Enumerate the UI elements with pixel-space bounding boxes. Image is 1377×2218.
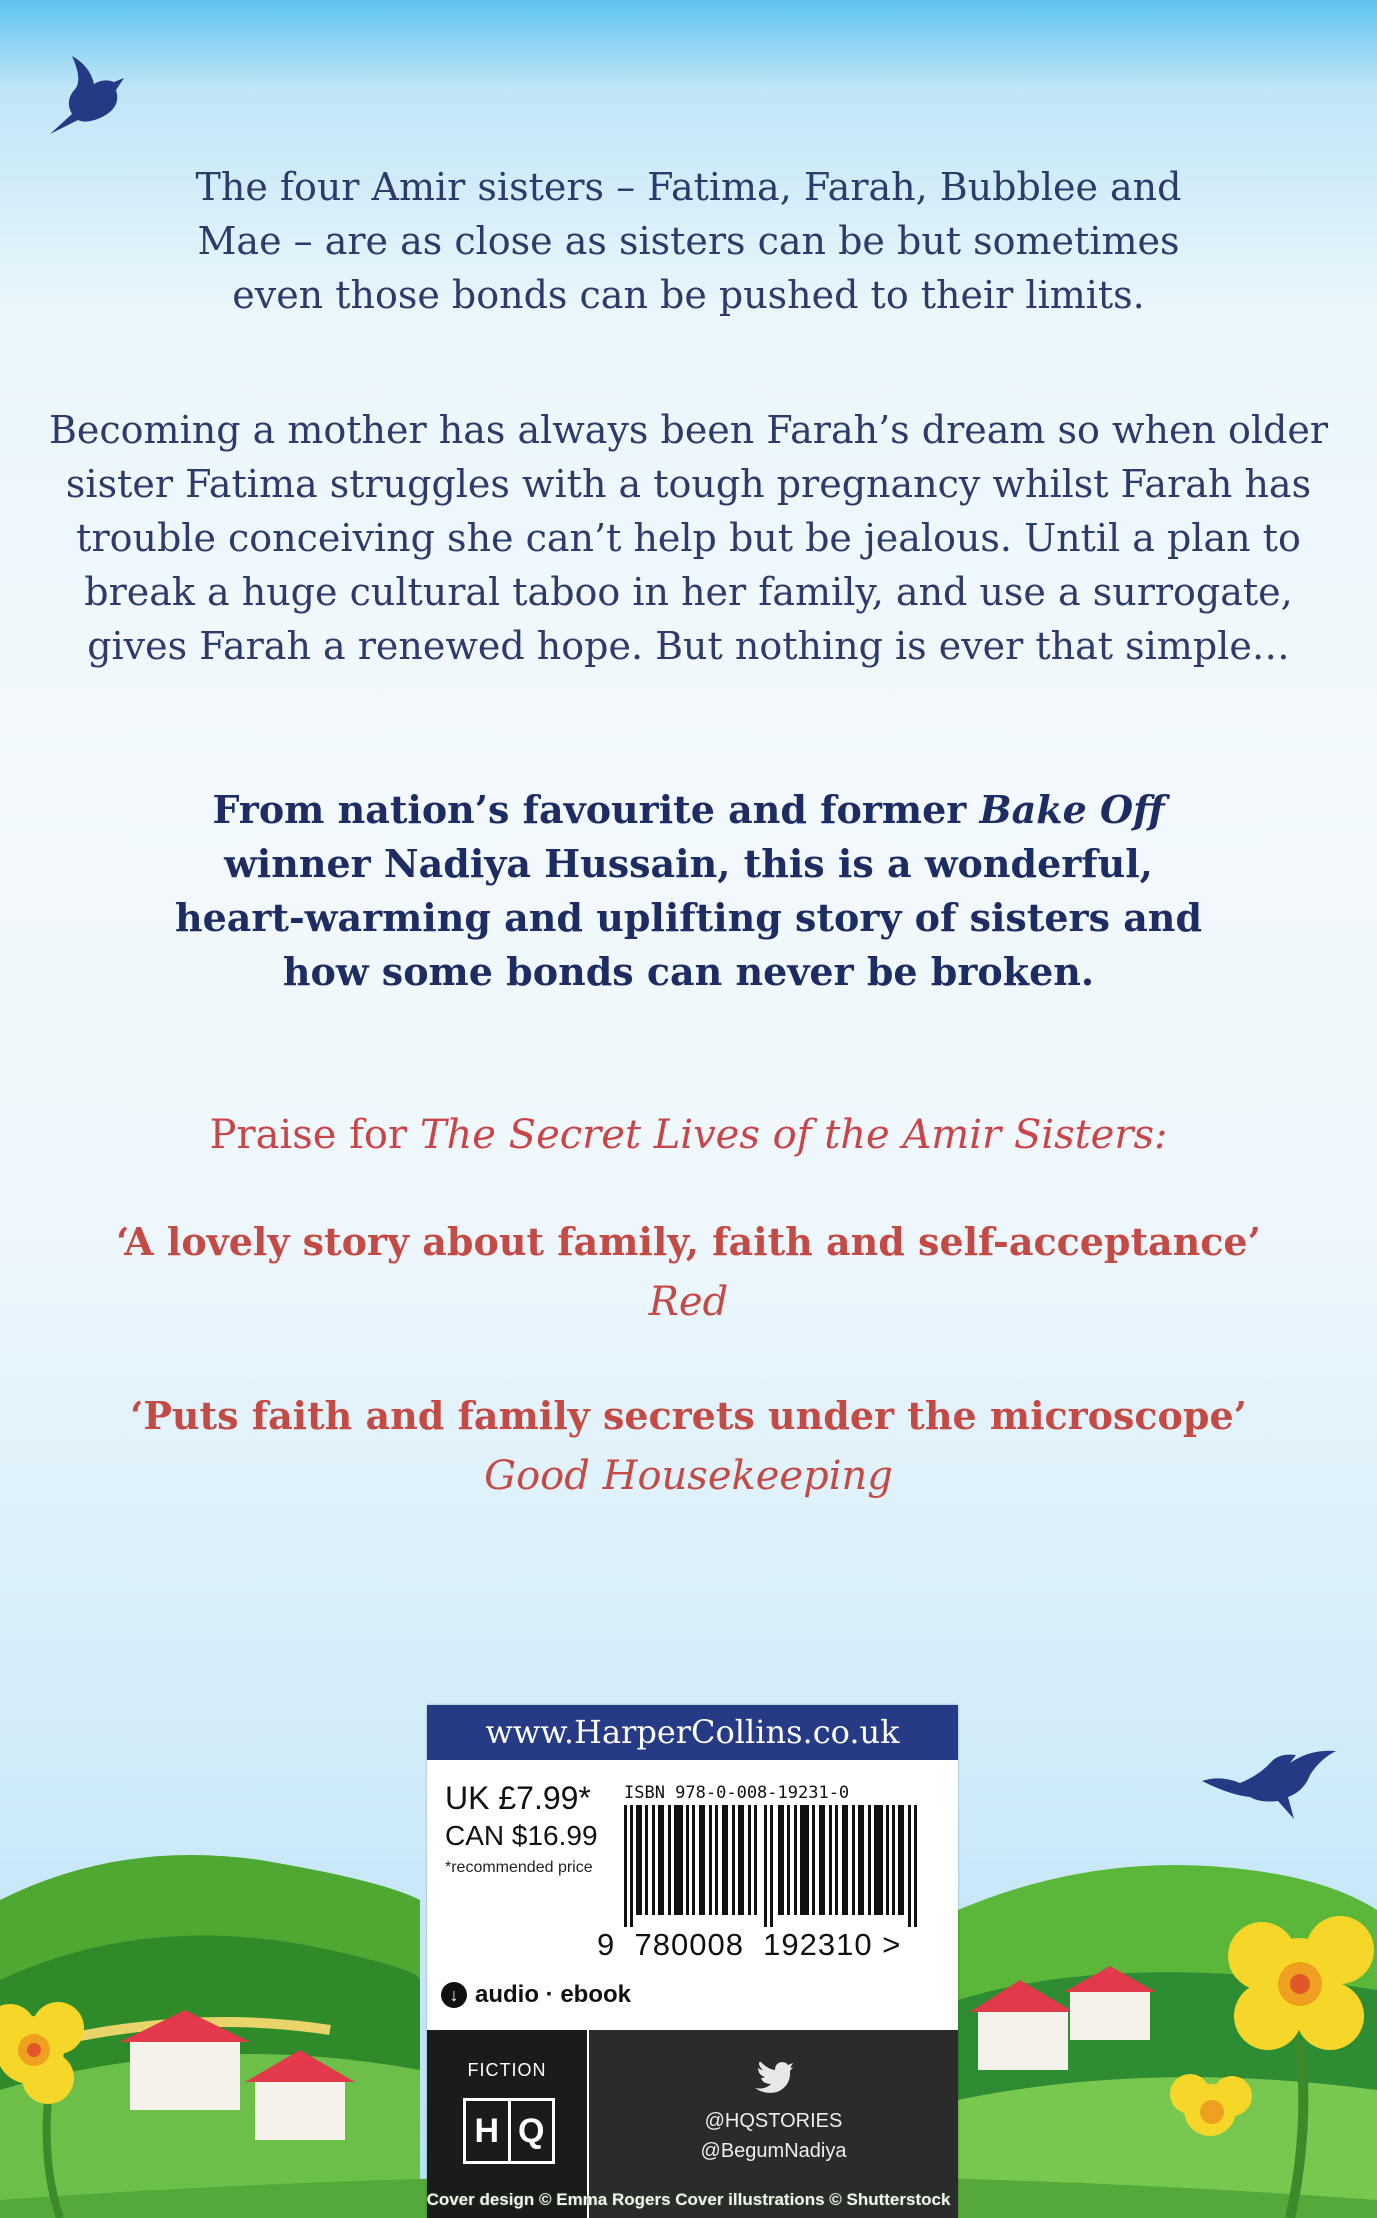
blurb-paragraph-2 — [0, 403, 1377, 673]
barcode-group-2: 192310 — [763, 1927, 873, 1962]
praise-heading — [0, 1108, 1377, 1162]
praise-prefix: Praise for — [209, 1112, 420, 1158]
review-quote-source: Good Housekeeping — [484, 1453, 893, 1499]
blurb-highlight-before: From nation’s favourite and former — [212, 787, 980, 832]
show-title: Bake Off — [979, 787, 1165, 832]
review-quote-2 — [0, 1386, 1377, 1506]
review-quote-text: ‘A lovely story about family, faith and self-acceptance’ — [116, 1219, 1261, 1264]
blurb-text-2: Becoming a mother has always been Farah’s dream so when older sister Fatima struggles with a tough pregnancy whilst Farah has trouble conceiving she can’t help but be jealous. Until a plan to break a huge cultural taboo in her family, and use a surrogate, gives Farah a renewed hope. But nothing is ever that simple… — [48, 408, 1328, 668]
review-quote-source: Red — [648, 1279, 729, 1325]
formats-row — [441, 1981, 631, 2009]
bird-icon-top-left — [42, 48, 132, 138]
blurb-paragraph-3 — [0, 783, 1377, 999]
barcode-number — [597, 1927, 901, 1963]
blurb-highlight — [174, 783, 1204, 999]
publisher-url[interactable]: www.HarperCollins.co.uk — [427, 1705, 958, 1760]
price-uk: UK £7.99* — [445, 1780, 591, 1816]
twitter-handle-author[interactable]: @BegumNadiya — [700, 2140, 847, 2162]
blurb-highlight-after: winner Nadiya Hussain, this is a wonderful, heart-warming and uplifting story of sisters and how some bonds can never be broken. — [174, 841, 1203, 994]
genre-label: FICTION — [467, 2060, 547, 2080]
hq-logo-q: Q — [508, 2101, 553, 2161]
barcode-tail: > — [882, 1927, 902, 1962]
price-can: CAN $16.99 — [445, 1820, 598, 1851]
review-quote-1 — [0, 1212, 1377, 1332]
barcode-lead-digit: 9 — [597, 1927, 616, 1962]
formats-label: audio · ebook — [475, 1981, 631, 2008]
praise-book-title: The Secret Lives of the Amir Sisters: — [419, 1112, 1168, 1158]
cover-credits: Cover design © Emma Rogers Cover illustrations © Shutterstock — [426, 2190, 951, 2209]
blurb-text-1: The four Amir sisters – Fatima, Farah, Bubblee and Mae – are as close as sisters can be but sometimes even those bonds can be pushed to their limits. — [195, 165, 1182, 317]
blurb-paragraph-1 — [0, 160, 1377, 322]
barcode — [624, 1805, 934, 1927]
download-arrow-icon: ↓ — [441, 1982, 467, 2008]
isbn-text: ISBN 978-0-008-19231-0 — [624, 1783, 850, 1803]
hq-logo-h: H — [474, 2112, 500, 2150]
barcode-panel — [427, 1705, 958, 2218]
twitter-handle-hq[interactable]: @HQSTORIES — [704, 2110, 843, 2132]
recommended-price-note: *recommended price — [445, 1859, 593, 1876]
twitter-bird-icon — [753, 2062, 793, 2094]
review-quote-text: ‘Puts faith and family secrets under the microscope’ — [130, 1393, 1247, 1438]
barcode-group-1: 780008 — [634, 1927, 744, 1962]
hq-logo — [463, 2098, 555, 2164]
